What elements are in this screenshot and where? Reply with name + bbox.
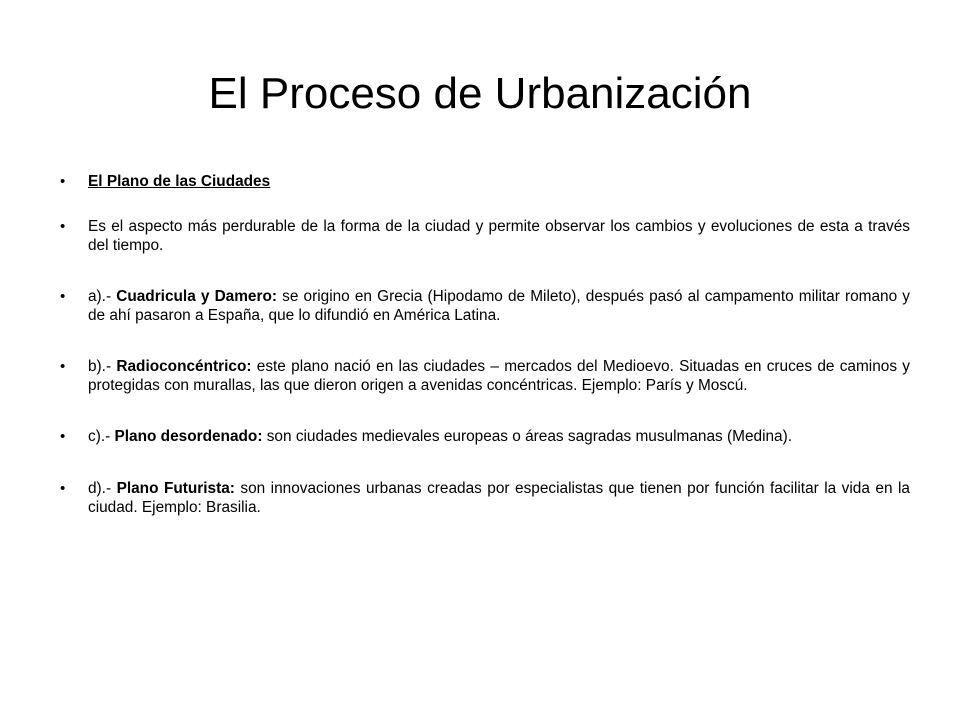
bullet-item [60, 427, 910, 446]
bullet-item [60, 172, 910, 191]
slide-content [60, 172, 910, 517]
bullet-term: Cuadricula y Damero: [116, 288, 278, 305]
bullet-icon: • [60, 358, 66, 375]
bullet-item [60, 217, 910, 255]
bullet-item [60, 287, 910, 325]
bullet-text: este plano nació en las ciudades – mercados del Medioevo. Situadas en cruces de caminos y protegidas con murallas, las que dieron origen a avenidas concéntricas. Ejemplo: París y Moscú. [88, 358, 910, 394]
bullet-item [60, 479, 910, 517]
bullet-term: Radioconcéntrico: [116, 358, 252, 375]
bullet-text: Es el aspecto más perdurable de la forma de la ciudad y permite observar los cambios y evoluciones de esta a través del tiempo. [88, 218, 910, 254]
bullet-text: son innovaciones urbanas creadas por especialistas que tienen por función facilitar la vida en la ciudad. Ejemplo: Brasilia. [88, 480, 910, 516]
bullet-prefix: a).- [88, 288, 117, 305]
bullet-term: Plano desordenado: [114, 428, 263, 445]
bullet-prefix: d).- [88, 480, 117, 497]
bullet-icon: • [60, 480, 66, 497]
slide-title: El Proceso de Urbanización [208, 69, 752, 118]
bullet-icon: • [60, 218, 66, 235]
bullet-text: se origino en Grecia (Hipodamo de Mileto), después pasó al campamento militar romano y de ahí pasaron a España, que lo difundió en América Latina. [88, 288, 910, 324]
bullet-prefix: b).- [88, 358, 117, 375]
bullet-icon: • [60, 428, 66, 445]
bullet-term: Plano Futurista: [116, 480, 235, 497]
bullet-icon: • [60, 173, 66, 190]
section-heading: El Plano de las Ciudades [88, 173, 271, 190]
bullet-icon: • [60, 288, 66, 305]
bullet-prefix: c).- [88, 428, 115, 445]
bullet-text: son ciudades medievales europeas o áreas sagradas musulmanas (Medina). [262, 428, 793, 445]
bullet-item [60, 357, 910, 395]
